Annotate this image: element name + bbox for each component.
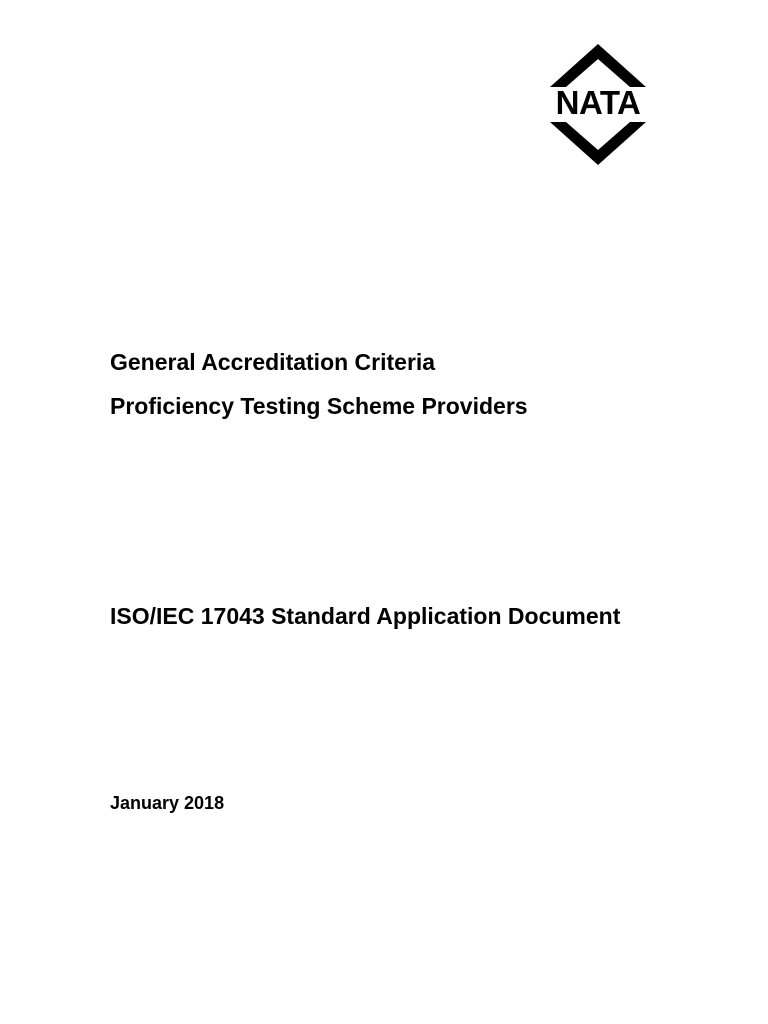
publication-date: January 2018 — [110, 793, 225, 813]
document-title: General Accreditation Criteria — [110, 349, 436, 375]
nata-logo — [544, 42, 652, 166]
standard-title: ISO/IEC 17043 Standard Application Document — [110, 603, 621, 629]
logo-text: NATA — [555, 84, 641, 121]
document-subtitle: Proficiency Testing Scheme Providers — [110, 393, 528, 419]
